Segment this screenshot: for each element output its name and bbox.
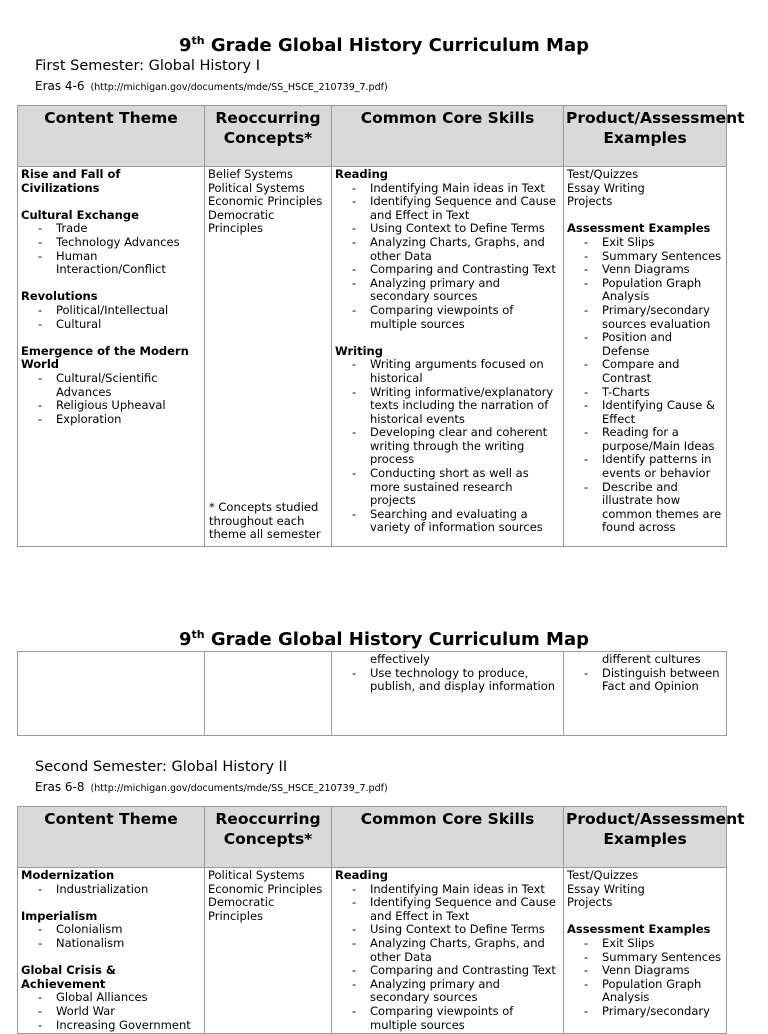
theme-subitem: - World War bbox=[21, 1005, 201, 1019]
theme-subitem: - Exploration bbox=[21, 413, 201, 427]
header-reoccurring-concepts: Reoccurring Concepts* bbox=[205, 106, 332, 167]
semester-heading: First Semester: Global History I bbox=[35, 58, 260, 74]
product-cell-cont bbox=[564, 652, 727, 736]
assessment-item: - Distinguish between Fact and Opinion bbox=[567, 667, 723, 694]
product-cell-2 bbox=[564, 868, 727, 1034]
reading-skill: - Indentifying Main ideas in Text bbox=[335, 182, 560, 196]
assessment-item: - Describe and illustrate how common themes are found across bbox=[567, 481, 723, 535]
source-url-2: (http://michigan.gov/documents/mde/SS_HSCE_210739_7.pdf) bbox=[90, 783, 388, 794]
concept-item: Economic Principles bbox=[208, 194, 323, 209]
assessment-label-2: Assessment Examples bbox=[567, 922, 711, 937]
theme-subitem: - Colonialism bbox=[21, 923, 201, 937]
writing-skill: - Conducting short as well as more sustained research projects bbox=[335, 467, 560, 508]
theme-subitems bbox=[21, 222, 201, 276]
reading-label-2: Reading bbox=[335, 868, 389, 882]
product-fragment: different cultures bbox=[602, 652, 701, 666]
reading-skill: - Using Context to Define Terms bbox=[335, 222, 560, 236]
theme-subitems bbox=[21, 991, 201, 1032]
writing-skill: - Writing arguments focused on historical bbox=[335, 358, 560, 385]
content-theme-cell bbox=[18, 167, 205, 547]
assessment-item: - T-Charts bbox=[567, 386, 723, 400]
theme-subitem: - Nationalism bbox=[21, 937, 201, 951]
curriculum-table-sem1 bbox=[17, 105, 745, 547]
header-content-theme-2: Content Theme bbox=[18, 807, 205, 868]
header-product-assessment: Product/Assessment Examples bbox=[564, 106, 727, 167]
assessment-item: - Exit Slips bbox=[567, 937, 723, 951]
skills-cell-cont bbox=[332, 652, 564, 736]
reading-skill: - Analyzing primary and secondary sources bbox=[335, 978, 560, 1005]
concepts-cell bbox=[205, 167, 332, 547]
theme-subitem: - Cultural bbox=[21, 318, 201, 332]
content-theme-cell-cont bbox=[18, 652, 205, 736]
concept-item: Belief Systems bbox=[208, 167, 294, 181]
assessment-item: - Compare and Contrast bbox=[567, 358, 723, 385]
reading-skill: - Using Context to Define Terms bbox=[335, 923, 560, 937]
theme-subitem: - Global Alliances bbox=[21, 991, 201, 1005]
concepts-cell-2 bbox=[205, 868, 332, 1034]
assessment-item: - Venn Diagrams bbox=[567, 964, 723, 978]
theme-subitem: - Human Interaction/Conflict bbox=[21, 250, 201, 277]
theme-subitem: - Increasing Government bbox=[21, 1019, 201, 1033]
concepts-note: * Concepts studied throughout each theme all semester bbox=[209, 500, 321, 542]
header-product-assessment-2: Product/Assessment Examples bbox=[564, 807, 727, 868]
theme-subitem: - Religious Upheaval bbox=[21, 399, 201, 413]
content-theme-cell-2 bbox=[18, 868, 205, 1034]
skill-item: - Use technology to produce, publish, and display information bbox=[335, 667, 560, 694]
curriculum-table-sem2 bbox=[17, 806, 745, 1034]
writing-label: Writing bbox=[335, 343, 383, 358]
theme-heading: Revolutions bbox=[21, 289, 98, 304]
writing-skill: - Writing informative/explanatory texts including the narration of historical events bbox=[335, 386, 560, 427]
concepts-cell-cont bbox=[205, 652, 332, 736]
theme-subitem: - Technology Advances bbox=[21, 236, 201, 250]
reading-skill: - Identifying Sequence and Cause and Effect in Text bbox=[335, 195, 560, 222]
writing-skill: - Searching and evaluating a variety of information sources bbox=[335, 508, 560, 535]
theme-heading: Global Crisis & Achievement bbox=[21, 963, 116, 991]
theme-heading: Modernization bbox=[21, 868, 115, 882]
source-url: (http://michigan.gov/documents/mde/SS_HSCE_210739_7.pdf) bbox=[90, 82, 388, 93]
semester-heading-2: Second Semester: Global History II bbox=[35, 759, 288, 775]
reading-skill: - Analyzing Charts, Graphs, and other Data bbox=[335, 236, 560, 263]
theme-subitems bbox=[21, 304, 201, 331]
assessment-item: - Population Graph Analysis bbox=[567, 978, 723, 1005]
reading-skill: - Identifying Sequence and Cause and Effect in Text bbox=[335, 896, 560, 923]
reading-skill: - Comparing viewpoints of multiple sources bbox=[335, 304, 560, 331]
theme-subitem: - Political/Intellectual bbox=[21, 304, 201, 318]
page-title-2: 9th Grade Global History Curriculum Map bbox=[178, 628, 589, 650]
product-item: Projects bbox=[567, 895, 613, 910]
era-line: Eras 4-6 (http://michigan.gov/documents/mde/SS_HSCE_210739_7.pdf) bbox=[35, 79, 388, 93]
curriculum-table-continued bbox=[17, 651, 727, 736]
assessment-item: - Identify patterns in events or behavior bbox=[567, 453, 723, 480]
skills-fragment: effectively bbox=[370, 652, 430, 666]
header-content-theme: Content Theme bbox=[18, 106, 205, 167]
era-line-2: Eras 6-8 (http://michigan.gov/documents/mde/SS_HSCE_210739_7.pdf) bbox=[35, 780, 388, 794]
concept-item: Economic Principles bbox=[208, 881, 323, 896]
theme-heading: Cultural Exchange bbox=[21, 207, 139, 222]
writing-skill: - Developing clear and coherent writing through the writing process bbox=[335, 426, 560, 467]
reading-label: Reading bbox=[335, 167, 389, 181]
assessment-item: - Summary Sentences bbox=[567, 250, 723, 264]
reading-skill: - Comparing viewpoints of multiple sources bbox=[335, 1005, 560, 1032]
reading-skill: - Comparing and Contrasting Text bbox=[335, 263, 560, 277]
theme-heading: Emergence of the Modern World bbox=[21, 343, 189, 372]
skills-cell bbox=[332, 167, 564, 547]
product-cell bbox=[564, 167, 727, 547]
theme-subitems bbox=[21, 923, 201, 950]
theme-subitem: - Trade bbox=[21, 222, 201, 236]
reading-skill: - Analyzing Charts, Graphs, and other Data bbox=[335, 937, 560, 964]
theme-subitem: - Cultural/Scientific Advances bbox=[21, 372, 201, 399]
assessment-label: Assessment Examples bbox=[567, 221, 711, 236]
assessment-item: - Primary/secondary sources evaluation bbox=[567, 304, 723, 331]
reading-skill: - Indentifying Main ideas in Text bbox=[335, 883, 560, 897]
assessment-item: - Venn Diagrams bbox=[567, 263, 723, 277]
assessment-item: - Exit Slips bbox=[567, 236, 723, 250]
theme-heading: Imperialism bbox=[21, 908, 98, 923]
product-item: Test/Quizzes bbox=[567, 167, 639, 181]
header-reoccurring-concepts-2: Reoccurring Concepts* bbox=[205, 807, 332, 868]
theme-subitems bbox=[21, 372, 201, 426]
product-item: Essay Writing bbox=[567, 180, 645, 195]
header-common-core-skills: Common Core Skills bbox=[332, 106, 564, 167]
assessment-item: - Population Graph Analysis bbox=[567, 277, 723, 304]
concept-item: Democratic Principles bbox=[208, 207, 275, 236]
assessment-item: - Position and Defense bbox=[567, 331, 723, 358]
assessment-item: - Identifying Cause & Effect bbox=[567, 399, 723, 426]
theme-heading: Rise and Fall of Civilizations bbox=[21, 167, 121, 195]
product-item: Essay Writing bbox=[567, 881, 645, 896]
assessment-item: - Summary Sentences bbox=[567, 951, 723, 965]
concept-item: Democratic Principles bbox=[208, 895, 275, 923]
header-common-core-skills-2: Common Core Skills bbox=[332, 807, 564, 868]
reading-skill: - Analyzing primary and secondary sources bbox=[335, 277, 560, 304]
assessment-item: - Reading for a purpose/Main Ideas bbox=[567, 426, 723, 453]
concept-item: Political Systems bbox=[208, 868, 305, 882]
theme-subitem: - Industrialization bbox=[21, 883, 201, 897]
theme-subitems bbox=[21, 883, 201, 897]
concept-item: Political Systems bbox=[208, 180, 305, 195]
reading-skill: - Comparing and Contrasting Text bbox=[335, 964, 560, 978]
skills-cell-2 bbox=[332, 868, 564, 1034]
product-item: Projects bbox=[567, 194, 613, 209]
assessment-item: - Primary/secondary bbox=[567, 1005, 723, 1019]
product-item: Test/Quizzes bbox=[567, 868, 639, 882]
page-title: 9th Grade Global History Curriculum Map bbox=[178, 34, 589, 56]
